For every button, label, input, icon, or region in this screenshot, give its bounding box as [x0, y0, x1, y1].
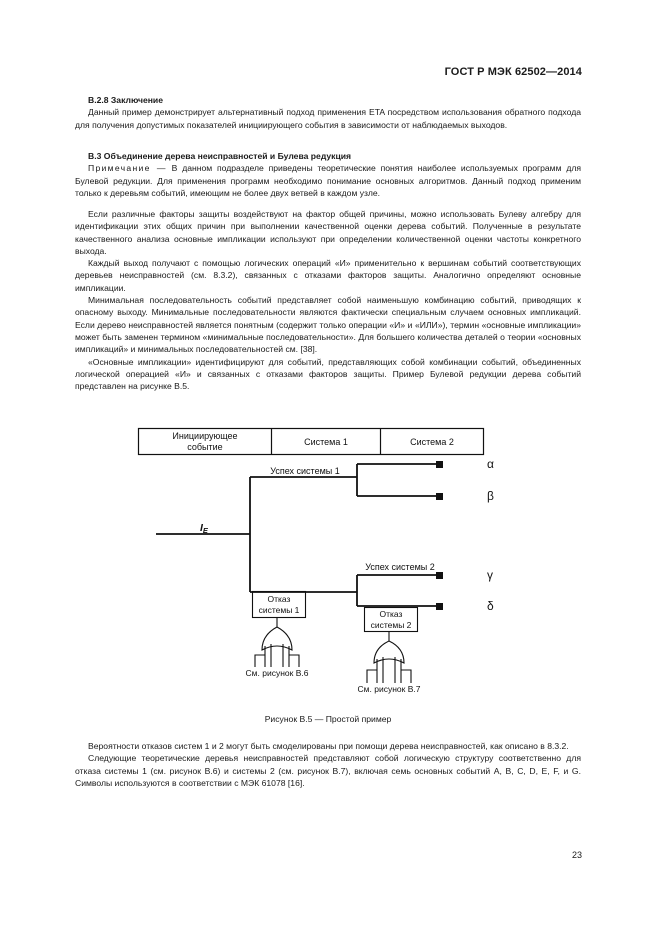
- or-gate-2-icon: [367, 632, 411, 683]
- event-tree-lines: [156, 464, 440, 606]
- column-system-2: Система 2: [410, 437, 454, 447]
- paragraph-6: Вероятности отказов систем 1 и 2 могут быть смоделированы при помощи дерева неисправностей, как описано в 8.3.2.: [88, 741, 569, 751]
- outcome-gamma: γ: [487, 568, 493, 582]
- label-success-2: Успех системы 2: [365, 562, 435, 572]
- paragraph-5: «Основные импликации» идентифицируют для событий, представляющих собой комбинации событий, объединенных логической операцией «И» и связанных с отказами факторов защиты. Пример Булевой редукции дерева событий представлен на рисунке В.5.: [75, 356, 581, 392]
- section-b28-paragraph: Данный пример демонстрирует альтернативный подход применения ETA посредством использования обратного подхода для получения допустимых показателей инициирующего события в зависимости от наблюдаемых выходов.: [75, 107, 581, 130]
- reference-figure-b6: См. рисунок В.6: [245, 668, 309, 678]
- initiating-event-symbol: IE: [200, 522, 208, 535]
- outcome-terminals: [436, 461, 443, 610]
- failure-2-line1: Отказ: [379, 609, 403, 619]
- paragraph-3: Каждый выход получают с помощью логических операций «И» применительно к вершинам событий соответствующих деревьев неисправностей (см. 8.3.2), связанных с отказами факторов защиты. Аналогично определяют основные импликации.: [75, 258, 581, 293]
- outcome-alpha: α: [487, 457, 494, 471]
- paragraph-2: Если различные факторы защиты воздействуют на фактор общей причины, можно использовать Булеву алгебру для идентификации этих общих причин при выполнении качественной оценки дерева событий. Полученные в результате качественного анализа основные импликации используют при определении количественной оценки частоты конкретного выхода.: [75, 209, 581, 256]
- failure-2-line2: системы 2: [370, 620, 412, 630]
- column-initiating-event-line2: событие: [187, 442, 223, 452]
- section-b3-title: В.3 Объединение дерева неисправностей и Булева редукция: [88, 151, 352, 161]
- page-number: 23: [571, 850, 582, 860]
- note-label: Примечание —: [88, 163, 167, 174]
- column-initiating-event: Инициирующее: [172, 431, 238, 441]
- outcome-beta: β: [487, 489, 494, 503]
- or-gate-1-icon: [255, 618, 299, 667]
- note-text: В данном подразделе приведены теоретические понятия наиболее используемых программ для Булевой редукции. Для применения программ необходимо понимание основных алгоритмов. Данный подход применим только к деревьям событий, имеющим не более двух ветвей в каждом узле.: [75, 163, 582, 198]
- label-success-1: Успех системы 1: [270, 466, 340, 476]
- reference-figure-b7: См. рисунок В.7: [357, 684, 421, 694]
- body-text-after-figure: [75, 740, 581, 789]
- column-system-1: Система 1: [304, 437, 348, 447]
- failure-1-line2: системы 1: [258, 605, 300, 615]
- failure-1-line1: Отказ: [267, 594, 291, 604]
- document-header: ГОСТ Р МЭК 62502—2014: [444, 66, 582, 78]
- outcome-delta: δ: [487, 599, 494, 613]
- paragraph-7: Следующие теоретические деревья неисправностей представляют собой логическую структуру соответственно для отказа системы 1 (см. рисунок В.6) и системы 2 (см. рисунок В.7), включая семь основных событий A, B, C, D, E, F, и G. Символы используются в соответствии с МЭК 61078 [16].: [75, 753, 581, 788]
- section-b28-title: В.2.8 Заключение: [88, 95, 163, 105]
- figure-caption: Рисунок В.5 — Простой пример: [264, 714, 392, 724]
- paragraph-4: Минимальная последовательность событий представляет собой наименьшую комбинацию событий, приводящих к опасному выходу. Минимальные последовательности являются фактически специальным случаем основных импликаций. Если дерево неисправностей является понятным (содержит только операции «И» и «ИЛИ»), термин «основные импликации» может быть заменен термином «минимальные последовательности». Для большего количества деталей о теории «основных импликаций» и минимальных последовательностей см. [38].: [75, 295, 581, 355]
